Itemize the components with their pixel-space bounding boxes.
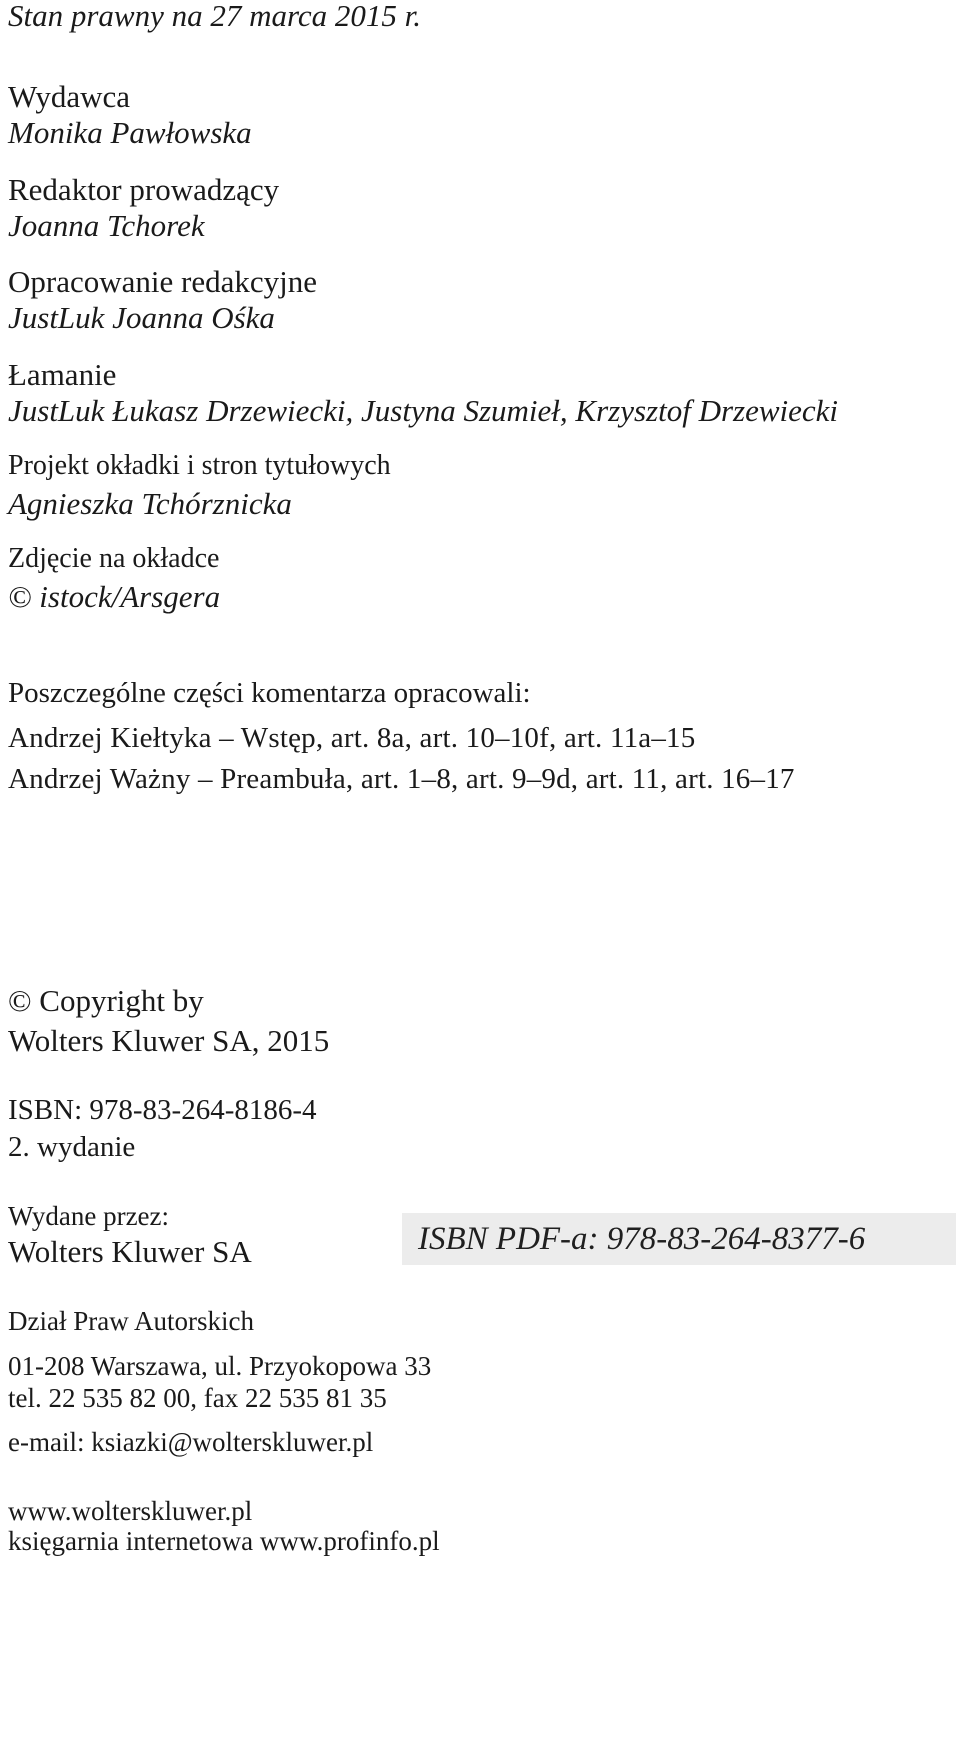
isbn-print: ISBN: 978-83-264-8186-4 (8, 1094, 317, 1126)
credit-name-publisher: Monika Pawłowska (8, 115, 252, 150)
edition: 2. wydanie (8, 1131, 136, 1163)
contact-email: e-mail: ksiazki@wolterskluwer.pl (8, 1427, 374, 1457)
contact-department: Dział Praw Autorskich (8, 1306, 254, 1336)
contact-address: 01-208 Warszawa, ul. Przyokopowa 33 (8, 1351, 432, 1381)
credit-role-cover-design: Projekt okładki i stron tytułowych (8, 450, 391, 481)
contact-bookstore: księgarnia internetowa www.profinfo.pl (8, 1526, 440, 1556)
contact-phone: tel. 22 535 82 00, fax 22 535 81 35 (8, 1383, 387, 1413)
credit-role-publisher: Wydawca (8, 79, 131, 114)
authors-heading: Poszczególne części komentarza opracowali: (8, 677, 531, 709)
isbn-pdf: ISBN PDF-a: 978-83-264-8377-6 (418, 1221, 866, 1257)
credit-name-typesetting: JustLuk Łukasz Drzewiecki, Justyna Szumieł, Krzysztof Drzewiecki (8, 393, 839, 428)
contact-website: www.wolterskluwer.pl (8, 1496, 253, 1526)
author-line-kieltyka: Andrzej Kiełtyka – Wstęp, art. 8a, art. 10–10f, art. 11a–15 (8, 722, 696, 754)
credit-role-typesetting: Łamanie (8, 357, 117, 392)
publisher-name: Wolters Kluwer SA (8, 1234, 252, 1269)
credit-role-lead-editor: Redaktor prowadzący (8, 172, 280, 207)
legal-state-date: Stan prawny na 27 marca 2015 r. (8, 0, 422, 33)
credit-role-cover-photo: Zdjęcie na okładce (8, 543, 220, 574)
copyright-line: © Copyright by (8, 983, 204, 1018)
credit-name-lead-editor: Joanna Tchorek (8, 208, 205, 243)
copyright-holder: Wolters Kluwer SA, 2015 (8, 1023, 330, 1058)
credit-role-editorial: Opracowanie redakcyjne (8, 264, 317, 299)
credit-name-cover-photo: © istock/Arsgera (8, 579, 221, 614)
credit-name-editorial: JustLuk Joanna Ośka (8, 300, 275, 335)
author-line-wazny: Andrzej Ważny – Preambuła, art. 1–8, art. 9–9d, art. 11, art. 16–17 (8, 763, 795, 795)
publisher-label: Wydane przez: (8, 1201, 170, 1231)
credit-name-cover-design: Agnieszka Tchórznicka (8, 486, 292, 521)
